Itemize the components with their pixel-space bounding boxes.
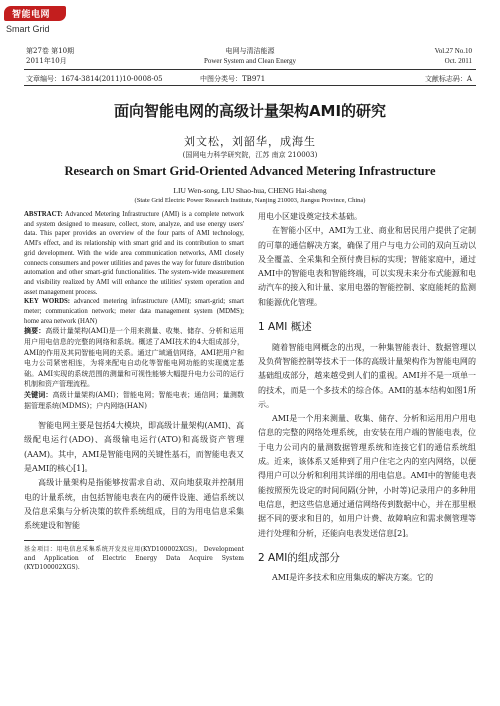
keywords-cn-text: 高级计量架构(AMI)；智能电网；智能电表；通信网；量测数据管理系统(MDMS)；户内网络(HAN) [24,391,245,410]
article-number: 文章编号：1674-3814(2011)10-0008-05 [26,75,163,83]
keywords-en-text: advanced metering infrastructure (AMI); smart-grid; smart meter; communication network; meter data management system (MDMS); home area network (HAN) [24,298,244,325]
document-code: 文献标志码：A [424,75,472,83]
abstract-cn [24,326,244,390]
abstract-cn-label: 摘要： [24,326,46,336]
abstract-en-text: Advanced Metering Infrastructure (AMI) is a complete network and system designed to measure, collect, store, analyze, and use energy users' data. This paper provides an overview of the four parts of AMI technology, AMI's effect, and its relationship with smart grid and its contribution to smart grid development. With the wide area communication networks, AMI closely connects consumers and power utilities and paves the way for future distribution automation and other smart-grid functionalities. The system-wide measurement and visibility realized by AMI will enhance the utilities' system operation and asset management process. [24,211,245,296]
abstract-en-label: ABSTRACT: [24,211,63,218]
authors-cn: 刘文松，刘韶华，成海生 [184,135,316,148]
authors-en: LIU Wen-song, LIU Shao-hua, CHENG Hai-sheng [173,186,327,195]
volume-en: Vol.27 No.10 [434,47,472,55]
header-right [435,46,472,66]
section-heading-2: 2 AMI的组成部分 [258,551,340,564]
header-rule-bottom [24,85,476,86]
header-journal [0,46,500,66]
footnote-rule [24,540,94,541]
paper-title-en: Research on Smart Grid-Oriented Advanced Metering Infrastructure [64,164,436,178]
body-paragraph: 智能电网主要是包括4大模块，即高级计量架构(AMI)、高级配电运行(ADO)、高级输电运行(ATO)和高级资产管理(AAM)。其中，AMI是智能电网的关键性基石，而智能电表又是AMI的核心[1]。 [24,421,244,474]
journal-cn: 电网与清洁能源 [225,47,275,55]
keywords-cn [24,390,244,411]
left-column [24,210,244,572]
keywords-en-label: KEY WORDS: [24,298,71,306]
body-paragraph: 随着智能电网概念的出现，一种集智能表计、数据管理以及负荷智能控制等技术于一体的高级计量架构作为智能电网的基础组成部分，越来越受到人们的重视。AMI并不是一项单一的技术，而是一个多技术的综合体。AMI的基本结构如图1所示。 [258,342,476,409]
journal-logo-text: 智能电网 [12,10,51,20]
affiliation-cn: (国网电力科学研究院，江苏 南京 210003) [182,151,318,159]
affiliation-en: (State Grid Electric Power Research Institute, Nanjing 210003, Jiangsu Province, China) [134,197,366,204]
clc-number: 中图分类号：TB971 [200,75,266,83]
keywords-cn-label: 关键词： [24,390,53,399]
body-paragraph: 在智能小区中，AMI为工业、商业和居民用户提供了定制的可靠的通信解决方案，确保了用户与电力公司的双向互动以及全覆盖、全采集和全预付费目标的实现；智能家庭中，通过AMI中的智能电表和智能终端，可以实现未来分布式能源和电动汽车的接入和计量、家用电器的智能控制、家庭能耗的监测和能源优化管理。 [258,226,476,307]
header-rule-top [24,69,476,70]
abstract-en [24,210,244,297]
section-heading-1: 1 AMI 概述 [258,321,312,334]
right-column [258,210,476,586]
date-cn: 2011年10月 [26,57,67,65]
date-en: Oct. 2011 [444,57,472,65]
journal-logo-subtitle: Smart Grid [6,24,50,34]
body-paragraph: 高级计量架构是指能够按需求自动、双向地获取并控制用电的计量系统，由包括智能电表在内的硬件设施、通信系统以及信息采集与分析决策的软件系统组成，目的为用电信息采集系统建设和智能 [24,478,244,531]
journal-en: Power System and Clean Energy [203,57,297,65]
abstract-cn-text: 高级计量架构(AMI)是一个用来测量、收集、储存、分析和运用用户用电信息的完整的网络和系统。概述了AMI技术的4大组成部分，AMI的作用及其同智能电网的关系。通过广域通信网络，AMI把用户和电力公司紧密相连，为将来配电自动化等智能电网功能的实现奠定基础。AMI实现的系统范围的测量和可视性能够大幅提升电力公司的运行机制和资产管理流程。 [24,327,245,389]
volume-cn: 第27卷 第10期 [26,47,75,55]
body-paragraph: AMI是一个用来测量、收集、储存、分析和运用用户用电信息的完整的网络处理系统，由安装在用户端的智能电表，位于电力公司内的量测数据管理系统和连接它们的通信系统组成。近来，该体系又延伸到了用户住宅之内的室内网络，以便得用户可以分析和利用其详细的用电信息。AMI中的智能电表能按照预先设定的时间间隔(分钟，小时等)记录用户的多种用电信息，把这些信息通过通信网络传到数据中心，并在那里根据不同的要求和目的，如用户计费、故障响应和需求侧管理等进行处理和分析，还能向电表发送信息[2]。 [258,414,476,538]
body-paragraph: 用电小区建设奠定技术基础。 [258,212,362,221]
body-paragraph: AMI是许多技术和应用集成的解决方案。它的 [272,573,434,583]
footnote: 基金项目：用电信息采集系统开发及应用(KYD100002XGS)。 Development and Application of Electric Energy Data Acquire System (KYD100002XGS). [24,545,244,571]
keywords-en [24,297,244,326]
paper-title-cn: 面向智能电网的高级计量架构AMI的研究 [113,102,387,120]
